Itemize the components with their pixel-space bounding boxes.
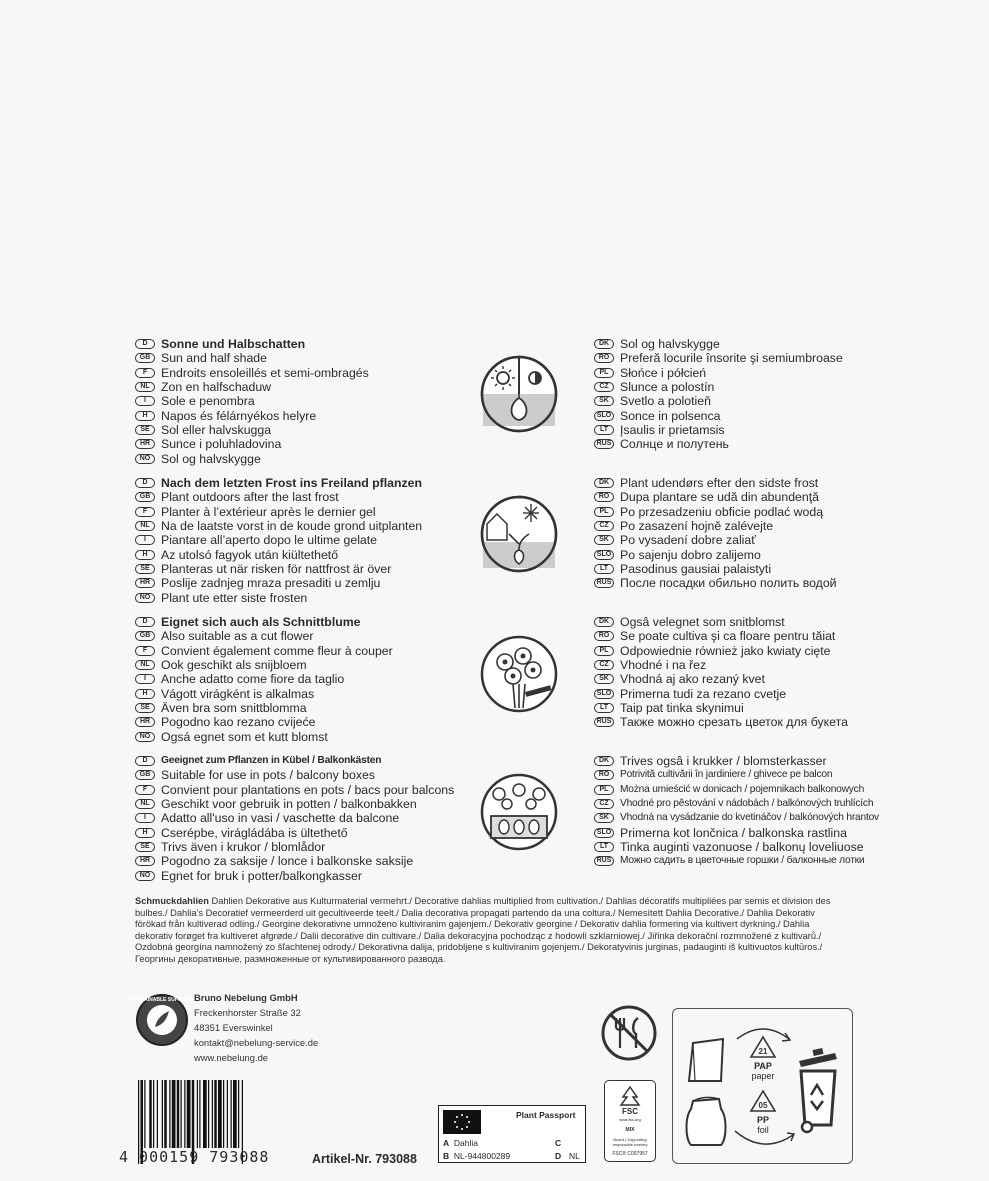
language-row: [594, 658, 894, 672]
language-row: [594, 754, 894, 768]
language-row: [135, 768, 465, 782]
language-row: [594, 811, 894, 825]
article-number: Artikel-Nr. 793088: [312, 1152, 417, 1166]
language-code-badge: SE: [135, 703, 155, 713]
language-text: Sol eller halvskugga: [161, 422, 272, 437]
company-email[interactable]: kontakt@nebelung-service.de: [194, 1037, 319, 1048]
barcode-bar: [149, 1080, 152, 1148]
language-row: [135, 840, 465, 854]
language-text: Primerna kot lončnica / balkonska rastlina: [620, 825, 847, 840]
company-address: [194, 990, 318, 1065]
language-row: [135, 423, 465, 437]
language-text: Pasodinus gausiai palaistyti: [620, 561, 772, 576]
language-text: Potrivită cultivării în jardiniere / ghivece pe balcon: [620, 769, 833, 781]
language-row: [135, 547, 465, 561]
language-text: Po zasazení hojně zalévejte: [620, 519, 774, 534]
barcode-bar: [181, 1080, 182, 1148]
language-row: [594, 783, 894, 797]
language-text: Napos és félárnyékos helyre: [161, 408, 317, 423]
language-text: Ook geschikt als snijbloem: [161, 658, 307, 673]
balcony-pot-icon: [479, 772, 559, 852]
language-code-badge: RUS: [594, 578, 614, 588]
language-code-badge: F: [135, 646, 155, 656]
language-row: [135, 629, 465, 643]
language-code-badge: H: [135, 689, 155, 699]
language-row: [135, 754, 465, 768]
barcode-bar: [238, 1080, 239, 1148]
language-text: Plant outdoors after the last frost: [161, 490, 339, 505]
language-text: Plant ute etter siste frosten: [161, 590, 308, 605]
language-text: Ogsá egnet som et kutt blomst: [161, 729, 328, 744]
language-code-badge: NL: [135, 382, 155, 392]
language-text: Also suitable as a cut flower: [161, 629, 314, 644]
language-code-badge: DK: [594, 617, 614, 627]
language-row: [594, 576, 894, 590]
language-code-badge: F: [135, 368, 155, 378]
description-title: Schmuckdahlien: [135, 896, 209, 906]
language-row: [135, 394, 465, 408]
language-code-badge: PL: [594, 368, 614, 378]
cut-flower-icon: [479, 634, 559, 714]
language-text: Poslije zadnjeg mraza presaditi u zemlju: [161, 576, 381, 591]
language-text: Convient également comme fleur à couper: [161, 643, 393, 658]
language-text: Sol og halvskygge: [161, 451, 261, 466]
language-text: Adatto all'uso in vasi / vaschette da balcone: [161, 811, 400, 826]
language-code-badge: GB: [135, 631, 155, 641]
language-code-badge: DK: [594, 478, 614, 488]
language-code-badge: RO: [594, 631, 614, 641]
language-row: [594, 490, 894, 504]
language-text: Sonne und Halbschatten: [161, 337, 306, 352]
language-text: Piantare all’aperto dopo le ultime gelate: [161, 533, 378, 548]
language-text: Vhodná aj ako rezaný kvet: [620, 672, 765, 687]
company-name: Bruno Nebelung GmbH: [194, 992, 298, 1003]
passport-d-value: NL: [569, 1151, 580, 1161]
language-code-badge: DK: [594, 756, 614, 766]
barcode-bar: [199, 1080, 200, 1148]
language-text: Slunce a polostín: [620, 380, 715, 395]
language-text: Geeignet zum Pflanzen in Kübel / Balkonkästen: [161, 755, 382, 767]
language-row: [135, 811, 465, 825]
fsc-url: www.fsc.org: [619, 1117, 641, 1122]
barcode-bar: [208, 1080, 209, 1148]
passport-title: Plant Passport: [516, 1110, 576, 1120]
language-row: [135, 783, 465, 797]
right-language-column: [594, 476, 894, 590]
language-row: [135, 562, 465, 576]
language-row: [135, 437, 465, 451]
language-text: Pogodno kao rezano cvijeće: [161, 715, 316, 730]
language-code-badge: I: [135, 813, 155, 823]
language-row: [594, 519, 894, 533]
left-language-column: [135, 754, 465, 883]
language-text: Plant udendørs efter den sidste frost: [620, 476, 819, 491]
language-row: [594, 394, 894, 408]
language-text: Preferă locurile însorite şi semiumbroase: [620, 351, 843, 366]
recycle-bin-icon: [795, 1049, 843, 1133]
company-website[interactable]: www.nebelung.de: [194, 1052, 269, 1063]
plant-passport: [438, 1105, 586, 1163]
paper-bag-icon: [687, 1037, 727, 1085]
language-text: Sunce i poluhladovina: [161, 437, 282, 452]
language-code-badge: PL: [594, 646, 614, 656]
language-code-badge: D: [135, 756, 155, 766]
pp-code: 05: [758, 1101, 768, 1110]
language-row: [594, 715, 894, 729]
language-code-badge: I: [135, 396, 155, 406]
language-row: [594, 840, 894, 854]
barcode-bar: [218, 1080, 222, 1148]
language-text: Nach dem letzten Frost ins Freiland pflanzen: [161, 476, 423, 491]
language-code-badge: SK: [594, 674, 614, 684]
language-code-badge: SK: [594, 396, 614, 406]
sun-half-shade-icon: [479, 354, 559, 434]
language-row: [594, 562, 894, 576]
language-text: Sonce in polsenca: [620, 408, 721, 423]
barcode-bar: [172, 1080, 176, 1148]
language-row: [594, 366, 894, 380]
language-text: Ogsâ velegnet som snitblomst: [620, 615, 785, 630]
barcode-bar: [187, 1080, 191, 1148]
not-edible-icon: [600, 1004, 658, 1062]
fsc-tree-icon: [615, 1085, 645, 1107]
language-code-badge: LT: [594, 703, 614, 713]
language-text: Vhodné i na řez: [620, 658, 707, 673]
language-row: [594, 854, 894, 868]
language-text: Tinka auginti vazonuose / balkonų loveliuose: [620, 839, 864, 854]
language-code-badge: NO: [135, 732, 155, 742]
language-text: Vágott virágként is alkalmas: [161, 686, 315, 701]
language-code-badge: D: [135, 617, 155, 627]
language-code-badge: NO: [135, 454, 155, 464]
language-row: [594, 337, 894, 351]
language-text: Convient pour plantations en pots / bacs pour balcons: [161, 782, 455, 797]
pap-sub: paper: [751, 1071, 775, 1081]
language-row: [135, 451, 465, 465]
language-code-badge: RO: [594, 770, 614, 780]
fsc-mix: MIX: [625, 1127, 635, 1133]
language-code-badge: CZ: [594, 521, 614, 531]
language-code-badge: PL: [594, 507, 614, 517]
language-row: [135, 672, 465, 686]
fsc-label: [604, 1080, 656, 1162]
language-row: [135, 729, 465, 743]
barcode-bar: [203, 1080, 207, 1148]
language-code-badge: NL: [135, 660, 155, 670]
language-text: Vhodná na vysádzanie do kvetináčov / balkónových hrantov: [620, 812, 879, 824]
passport-d-label: D: [555, 1151, 562, 1161]
language-text: Zon en halfschaduw: [161, 380, 272, 395]
left-language-column: [135, 615, 465, 744]
pp-sub: foil: [757, 1125, 769, 1135]
language-code-badge: SK: [594, 813, 614, 823]
language-text: Vhodné pro pěstování v nádobách / balkónových truhlících: [620, 798, 874, 810]
language-row: [135, 490, 465, 504]
language-row: [135, 854, 465, 868]
barcode-digits: 4 000159 793088: [119, 1148, 270, 1166]
language-row: [135, 519, 465, 533]
language-row: [135, 337, 465, 351]
language-code-badge: I: [135, 674, 155, 684]
barcode-bar: [153, 1080, 154, 1148]
language-row: [594, 408, 894, 422]
language-text: Sol og halvskygge: [620, 337, 720, 352]
language-code-badge: CZ: [594, 382, 614, 392]
language-row: [594, 644, 894, 658]
language-code-badge: RO: [594, 353, 614, 363]
language-code-badge: DK: [594, 339, 614, 349]
language-row: [594, 476, 894, 490]
language-row: [135, 590, 465, 604]
product-description: [135, 896, 845, 966]
language-row: [594, 629, 894, 643]
language-row: [594, 505, 894, 519]
language-row: [594, 797, 894, 811]
right-language-column: [594, 615, 894, 729]
language-text: Taip pat tinka skynimui: [620, 700, 744, 715]
language-code-badge: I: [135, 535, 155, 545]
sustainable-supplier-seal-icon: [131, 993, 193, 1047]
language-code-badge: SLO: [594, 550, 614, 560]
pap-code: 21: [758, 1047, 768, 1056]
language-code-badge: NL: [135, 799, 155, 809]
language-row: [135, 797, 465, 811]
language-text: Po przesadzeniu obficie podlać wodą: [620, 504, 824, 519]
language-row: [135, 533, 465, 547]
pp-label: PP: [756, 1115, 769, 1125]
language-code-badge: LT: [594, 564, 614, 574]
language-row: [594, 351, 894, 365]
language-row: [135, 351, 465, 365]
language-row: [135, 868, 465, 882]
language-code-badge: H: [135, 411, 155, 421]
language-code-badge: HR: [135, 578, 155, 588]
language-code-badge: F: [135, 785, 155, 795]
language-text: Planter à l’extérieur après le dernier gel: [161, 504, 376, 519]
language-text: Cserépbe, virágládába is ültethető: [161, 825, 348, 840]
language-text: Można umieścić w donicach / pojemnikach balkonowych: [620, 783, 865, 795]
fsc-line2: responsible forestry: [612, 1142, 648, 1147]
fsc-code: FSC® C007957: [612, 1151, 648, 1157]
language-row: [135, 615, 465, 629]
language-code-badge: F: [135, 507, 155, 517]
language-row: [594, 768, 894, 782]
passport-b-value: NL-944800289: [453, 1151, 511, 1161]
language-row: [135, 408, 465, 422]
language-row: [135, 686, 465, 700]
language-row: [594, 423, 894, 437]
language-row: [594, 437, 894, 451]
language-code-badge: CZ: [594, 660, 614, 670]
barcode-bar: [233, 1080, 237, 1148]
recycling-info: [672, 1008, 853, 1164]
language-code-badge: GB: [135, 353, 155, 363]
frost-planting-icon: [479, 494, 559, 574]
language-row: [135, 576, 465, 590]
language-code-badge: HR: [135, 717, 155, 727]
language-row: [135, 715, 465, 729]
language-code-badge: GB: [135, 492, 155, 502]
barcode-bar: [227, 1080, 228, 1148]
language-row: [135, 658, 465, 672]
language-text: Dupa plantare se udă din abundenţă: [620, 490, 819, 505]
language-code-badge: SE: [135, 425, 155, 435]
left-language-column: [135, 337, 465, 466]
language-row: [594, 380, 894, 394]
language-row: [135, 644, 465, 658]
barcode-bar: [223, 1080, 224, 1148]
language-row: [594, 686, 894, 700]
passport-a-value: Dahlia: [453, 1138, 478, 1148]
passport-a-label: A: [443, 1138, 450, 1148]
language-code-badge: LT: [594, 425, 614, 435]
language-row: [135, 366, 465, 380]
barcode-bar: [212, 1080, 213, 1148]
language-text: Även bra som snittblomma: [161, 700, 307, 715]
recycle-arrow-bottom-icon: [733, 1121, 797, 1151]
barcode-bar: [231, 1080, 232, 1148]
language-code-badge: H: [135, 550, 155, 560]
language-code-badge: HR: [135, 856, 155, 866]
passport-c-label: C: [555, 1138, 562, 1148]
language-code-badge: D: [135, 478, 155, 488]
language-text: Primerna tudi za rezano cvetje: [620, 686, 787, 701]
foil-bag-icon: [683, 1093, 729, 1149]
language-text: Suitable for use in pots / balcony boxes: [161, 768, 375, 783]
barcode-bar: [214, 1080, 217, 1148]
language-code-badge: RUS: [594, 439, 614, 449]
eu-flag-icon: [443, 1110, 481, 1134]
barcode-bar: [184, 1080, 185, 1148]
language-text: Įsaulis ir prietamsis: [620, 422, 725, 437]
barcode-bar: [162, 1080, 163, 1148]
language-row: [594, 701, 894, 715]
language-code-badge: SE: [135, 842, 155, 852]
language-row: [594, 825, 894, 839]
language-text: Svetlo a polotieň: [620, 394, 711, 409]
language-row: [594, 672, 894, 686]
language-text: Trivs även i krukor / blomlådor: [161, 839, 326, 854]
language-text: Endroits ensoleillés et semi-ombragés: [161, 365, 369, 380]
language-text: Anche adatto come fiore da taglio: [161, 672, 345, 687]
language-code-badge: RUS: [594, 717, 614, 727]
language-text: Можно садить в цветочные горшки / балконные лотки: [620, 855, 865, 867]
language-code-badge: PL: [594, 785, 614, 795]
barcode-bar: [157, 1080, 158, 1148]
language-text: Na de laatste vorst in de koude grond uitplanten: [161, 519, 423, 534]
barcode-bar: [164, 1080, 167, 1148]
language-text: Sun and half shade: [161, 351, 267, 366]
language-code-badge: SK: [594, 535, 614, 545]
language-code-badge: RUS: [594, 856, 614, 866]
language-code-badge: SE: [135, 564, 155, 574]
language-text: Geschikt voor gebruik in potten / balkonbakken: [161, 797, 417, 812]
pap-recycle-icon: [749, 1035, 777, 1059]
language-code-badge: CZ: [594, 799, 614, 809]
language-text: Po sajenju dobro zalijemo: [620, 547, 761, 562]
company-street: Freckenhorster Straße 32: [194, 1007, 301, 1018]
language-row: [594, 533, 894, 547]
language-code-badge: RO: [594, 492, 614, 502]
language-text: Trives ogsâ i krukker / blomsterkasser: [620, 754, 827, 769]
language-row: [594, 547, 894, 561]
left-language-column: [135, 476, 465, 605]
language-text: Egnet for bruk i potter/balkongkasser: [161, 868, 362, 883]
language-row: [135, 825, 465, 839]
description-text: Dahlien Dekorative aus Kulturmaterial vermehrt./ Decorative dahlias multiplied from cultivation./ Dahlias décoratifs multipliées par semis et division des bulbes./ Dahlia’s Decoratief vermeerderd uit gecultiveerde teelt./ Dalia decorativa propagati partendo da una coltura./ Nemesített Dahlia Decorative./ Dahlia Dekorativ förökad från kultiverad odling./ Georgine dekorativne umnoženo kultiviranim gajenjem./ Dekorativ georgine / Dekorativ dahlia formering via kultivert dyrkning./ Dahlia dekorativ forøget fra kultiveret afgrøde./ Dalii decorative din cultivare./ Dalia dekoracyjna pochodząc z hodowli szklarniowej./ Jiřinka dekorační rozmnožené z kultivarů./ Ozdobná georgína namnožený zo šľachtenej odrody./ Dekorativna dalija, pridobljene s kultiviranim gojenjem./ Dekoratyvinis jurginas, padauginti iš kultivuotos kultūros./ Георгины декоративные, размноженные от культивированного развода.: [135, 896, 831, 964]
language-row: [594, 615, 894, 629]
language-text: Planteras ut när risken för nattfrost är över: [161, 561, 392, 576]
language-code-badge: LT: [594, 842, 614, 852]
pp-recycle-icon: [749, 1089, 777, 1113]
barcode-bar: [177, 1080, 180, 1148]
fsc-line1: Board | Supporting: [613, 1137, 647, 1142]
language-code-badge: NO: [135, 593, 155, 603]
language-code-badge: GB: [135, 770, 155, 780]
language-text: Также можно срезать цветок для букета: [620, 715, 848, 730]
company-city: 48351 Everswinkel: [194, 1022, 273, 1033]
language-code-badge: SLO: [594, 411, 614, 421]
language-row: [135, 380, 465, 394]
language-text: Az utolsó fagyok után kiültethető: [161, 547, 339, 562]
language-text: Eignet sich auch als Schnittblume: [161, 615, 361, 630]
language-text: Odpowiednie również jako kwiaty cięte: [620, 643, 831, 658]
passport-b-label: B: [443, 1151, 450, 1161]
fsc-text: FSC: [622, 1107, 638, 1116]
language-text: Se poate cultiva şi ca floare pentru tăiat: [620, 629, 836, 644]
language-code-badge: NL: [135, 521, 155, 531]
language-code-badge: H: [135, 828, 155, 838]
language-row: [135, 701, 465, 715]
language-code-badge: SLO: [594, 828, 614, 838]
barcode-bar: [169, 1080, 170, 1148]
right-language-column: [594, 754, 894, 868]
language-text: Pogodno za saksije / lonce i balkonske saksije: [161, 854, 414, 869]
language-code-badge: D: [135, 339, 155, 349]
language-text: После посадки обильно полить водой: [620, 576, 837, 591]
language-row: [135, 476, 465, 490]
language-row: [135, 505, 465, 519]
language-text: Солнце и полутень: [620, 437, 729, 452]
right-language-column: [594, 337, 894, 451]
language-text: Słońce i półcień: [620, 365, 707, 380]
language-text: Po vysadení dobre zaliať: [620, 533, 756, 548]
seal-text: SUSTAINABLE SUPPLIER: [131, 997, 193, 1003]
language-code-badge: NO: [135, 871, 155, 881]
language-code-badge: HR: [135, 439, 155, 449]
pap-label: PAP: [754, 1061, 772, 1071]
barcode-bar: [144, 1080, 145, 1148]
barcode-bar: [197, 1080, 198, 1148]
language-code-badge: SLO: [594, 689, 614, 699]
language-text: Sole e penombra: [161, 394, 255, 409]
